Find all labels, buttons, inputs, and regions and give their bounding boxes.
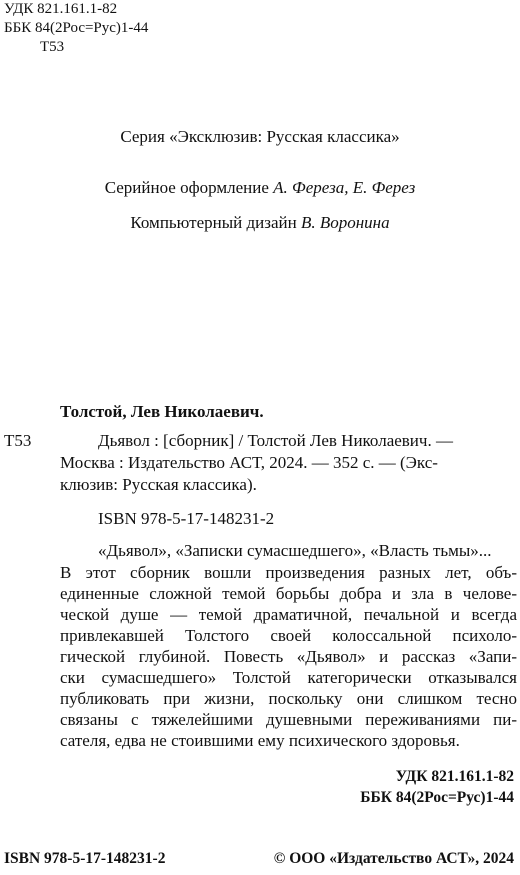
- footer-copyright: © ООО «Издательство АСТ», 2024: [273, 850, 514, 867]
- series-title: Серия «Эксклюзив: Русская классика»: [120, 127, 400, 146]
- credit-computer-design-names: В. Воронина: [300, 213, 390, 232]
- record-isbn: ISBN 978-5-17-148231-2: [98, 509, 275, 528]
- annotation-line-8: публиковать при жизни, поскольку они слишком тесно: [60, 689, 517, 708]
- udk-code-bottom: УДК 821.161.1-82: [395, 768, 514, 785]
- credit-design-names: А. Фереза, Е. Ферез: [273, 178, 416, 197]
- bbk-code: ББК 84(2Рос=Рус)1-44: [4, 20, 149, 36]
- record-line-1: Дьявол : [сборник] / Толстой Лев Николаевич. —: [98, 431, 453, 450]
- annotation-line-9: связаны с тяжелейшими душевными переживаниями пи-: [60, 710, 517, 729]
- credit-computer-design: [0, 213, 520, 233]
- annotation-line-5: привлекавшей Толстого своей колоссальной психоло-: [60, 626, 517, 645]
- annotation-line-10: сателя, едва не стоившими ему психического здоровья.: [60, 731, 460, 750]
- bbk-code-bottom: ББК 84(2Рос=Рус)1-44: [360, 789, 514, 806]
- udk-code: УДК 821.161.1-82: [4, 1, 118, 17]
- annotation-line-3: единенные сложной темой борьбы добра и зла в челове-: [60, 584, 517, 603]
- credit-design-label: Серийное оформление: [104, 178, 269, 197]
- annotation-line-6: гической глубиной. Повесть «Дьявол» и рассказ «Запи-: [60, 647, 517, 666]
- footer-isbn: ISBN 978-5-17-148231-2: [4, 850, 166, 867]
- author-heading: Толстой, Лев Николаевич.: [60, 402, 264, 421]
- author-mark: Т53: [40, 39, 65, 55]
- credit-computer-design-label: Компьютерный дизайн: [130, 213, 297, 232]
- credit-design: [0, 178, 520, 198]
- annotation-line-2: В этот сборник вошли произведения разных лет, объ-: [60, 563, 517, 582]
- record-mark: Т53: [4, 431, 32, 450]
- record-line-2: Москва : Издательство АСТ, 2024. — 352 с. — (Экс-: [60, 453, 438, 472]
- annotation-line-7: ски сумасшедшего» Толстой категорически отказывался: [60, 668, 517, 687]
- annotation-line-1: «Дьявол», «Записки сумасшедшего», «Власть тьмы»...: [98, 541, 492, 560]
- record-line-3: клюзив: Русская классика).: [60, 475, 257, 494]
- annotation-line-4: ческой душе — темой драматичной, печальной и всегда: [60, 605, 517, 624]
